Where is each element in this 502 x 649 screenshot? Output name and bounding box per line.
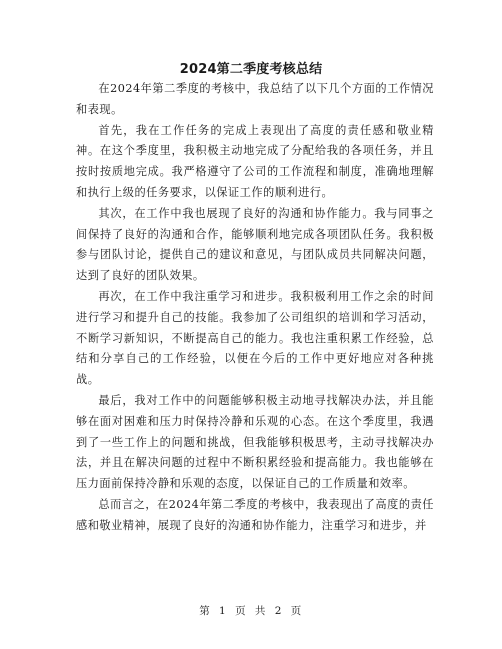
paragraph-summary: 总而言之，在2024年第二季度的考核中，我表现出了高度的责任感和敬业精神，展现了良好的沟通和协作能力，注重学习和进步，并	[76, 497, 434, 532]
paragraph-fourth: 最后，我对工作中的问题能够积极主动地寻找解决办法，并且能够在面对困难和压力时保持冷静和乐观的心态。在这个季度里，我遇到了一些工作上的问题和挑战，但我能够积极思考，主动寻找解决办法，并且在解决问题的过程中不断积累经验和提高能力。我也能够在压力面前保持冷静和乐观的态度，以保证自己的工作质量和效率。	[76, 393, 434, 491]
document-body	[76, 79, 434, 537]
page-footer: 第 1 页 共 2 页	[199, 605, 303, 617]
document-title: 2024第二季度考核总结	[179, 62, 323, 77]
paragraph-third: 再次，在工作中我注重学习和进步。我积极利用工作之余的时间进行学习和提升自己的技能。我参加了公司组织的培训和学习活动，不断学习新知识，不断提高自己的能力。我也注重积累工作经验，总结和分享自己的工作经验，以便在今后的工作中更好地应对各种挑战。	[76, 289, 434, 387]
paragraph-intro: 在2024年第二季度的考核中，我总结了以下几个方面的工作情况和表现。	[76, 82, 434, 116]
paragraph-first: 首先，我在工作任务的完成上表现出了高度的责任感和敬业精神。在这个季度里，我积极主动地完成了分配给我的各项任务，并且按时按质地完成。我严格遵守了公司的工作流程和制度，准确地理解和执行上级的任务要求，以保证工作的顺利进行。	[76, 123, 434, 199]
paragraph-second: 其次，在工作中我也展现了良好的沟通和协作能力。我与同事之间保持了良好的沟通和合作，能够顺利地完成各项团队任务。我积极参与团队讨论，提供自己的建议和意见，与团队成员共同解决问题，达到了良好的团队效果。	[76, 206, 434, 283]
